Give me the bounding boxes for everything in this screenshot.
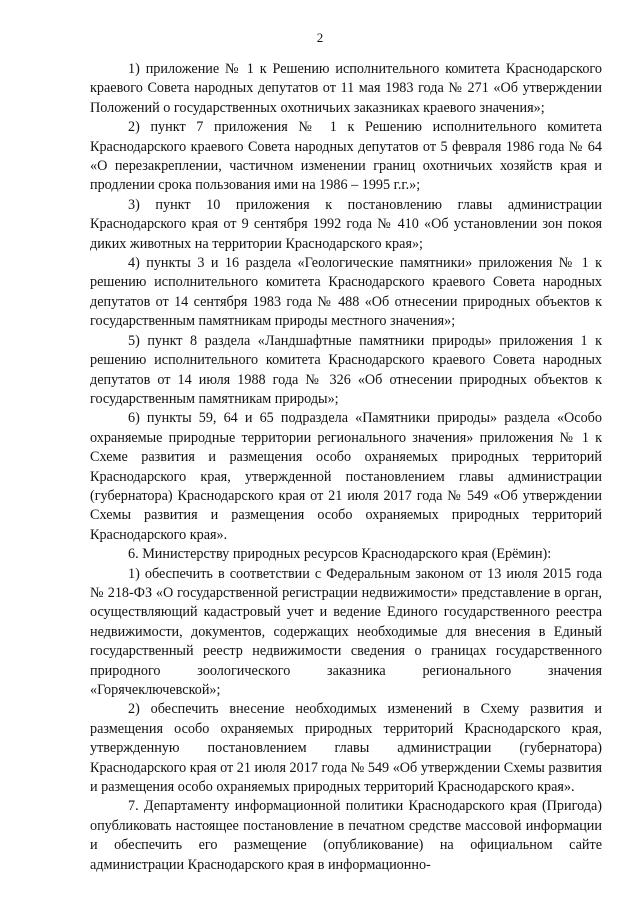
paragraph-item-4: 4) пункты 3 и 16 раздела «Геологические памятники» приложения № 1 к решению исполнительного комитета Краснодарского краевого Совета народных депутатов от 14 сентября 1983 года № 488 «Об отнесении природных объектов к государственным памятникам природы местного значения»; <box>90 255 602 330</box>
paragraph-item-2: 2) пункт 7 приложения № 1 к Решению исполнительного комитета Краснодарского краевого Совета народных депутатов от 5 февраля 1986 года № 64 «О перезакреплении, частичном изменении границ охотничьих хозяйств края и продлении срока пользования ими на 1986 – 1995 г.г.»; <box>90 119 602 194</box>
paragraph-item-3: 3) пункт 10 приложения к постановлению главы администрации Краснодарского края от 9 сентября 1992 года № 410 «Об установлении зон покоя диких животных на территории Краснодарского края»; <box>90 196 602 252</box>
paragraph-item-5: 5) пункт 8 раздела «Ландшафтные памятники природы» приложения 1 к решению исполнительного комитета Краснодарского краевого Совета народных депутатов от 14 июля 1988 года № 326 «Об отнесении природных объектов к государственным памятникам природы»; <box>90 332 602 407</box>
section-6-heading: 6. Министерству природных ресурсов Краснодарского края (Ерёмин): <box>128 546 552 563</box>
section-6-item-1: 1) обеспечить в соответствии с Федеральным законом от 13 июля 2015 года № 218-ФЗ «О государственной регистрации недвижимости» представление в орган, осуществляющий кадастровый учет и ведение Единого государственного реестра недвижимости, документов, содержащих необходимые для внесения в Единый государственный реестр недвижимости сведения о границах государственного природного зоологического заказника регионального значения «Горячеключевской»; <box>90 565 602 698</box>
page-number: 2 <box>316 30 324 45</box>
document-body <box>90 60 602 875</box>
paragraph-item-1: 1) приложение № 1 к Решению исполнительного комитета Краснодарского краевого Совета народных депутатов от 11 мая 1983 года № 271 «Об утверждении Положений о государственных охотничьих заказниках краевого значения»; <box>90 61 602 116</box>
section-7-paragraph: 7. Департаменту информационной политики Краснодарского края (Пригода) опубликовать настоящее постановление в печатном средстве массовой информации и обеспечить его размещение (опубликование) на официальном сайте администрации Краснодарского края в информационно- <box>90 798 602 873</box>
paragraph-item-6: 6) пункты 59, 64 и 65 подраздела «Памятники природы» раздела «Особо охраняемые природные территории регионального значения» приложения № 1 к Схеме развития и размещения особо охраняемых природных территорий Краснодарского края, утвержденной постановлением главы администрации (губернатора) Краснодарского края от 21 июля 2017 года № 549 «Об утверждении Схемы развития и размещения особо охраняемых природных территорий Краснодарского края». <box>90 410 602 543</box>
section-6-item-2: 2) обеспечить внесение необходимых изменений в Схему развития и размещения особо охраняемых природных территорий Краснодарского края, утвержденную постановлением главы администрации (губернатора) Краснодарского края от 21 июля 2017 года № 549 «Об утверждении Схемы развития и размещения особо охраняемых природных территорий Краснодарского края». <box>90 701 602 796</box>
